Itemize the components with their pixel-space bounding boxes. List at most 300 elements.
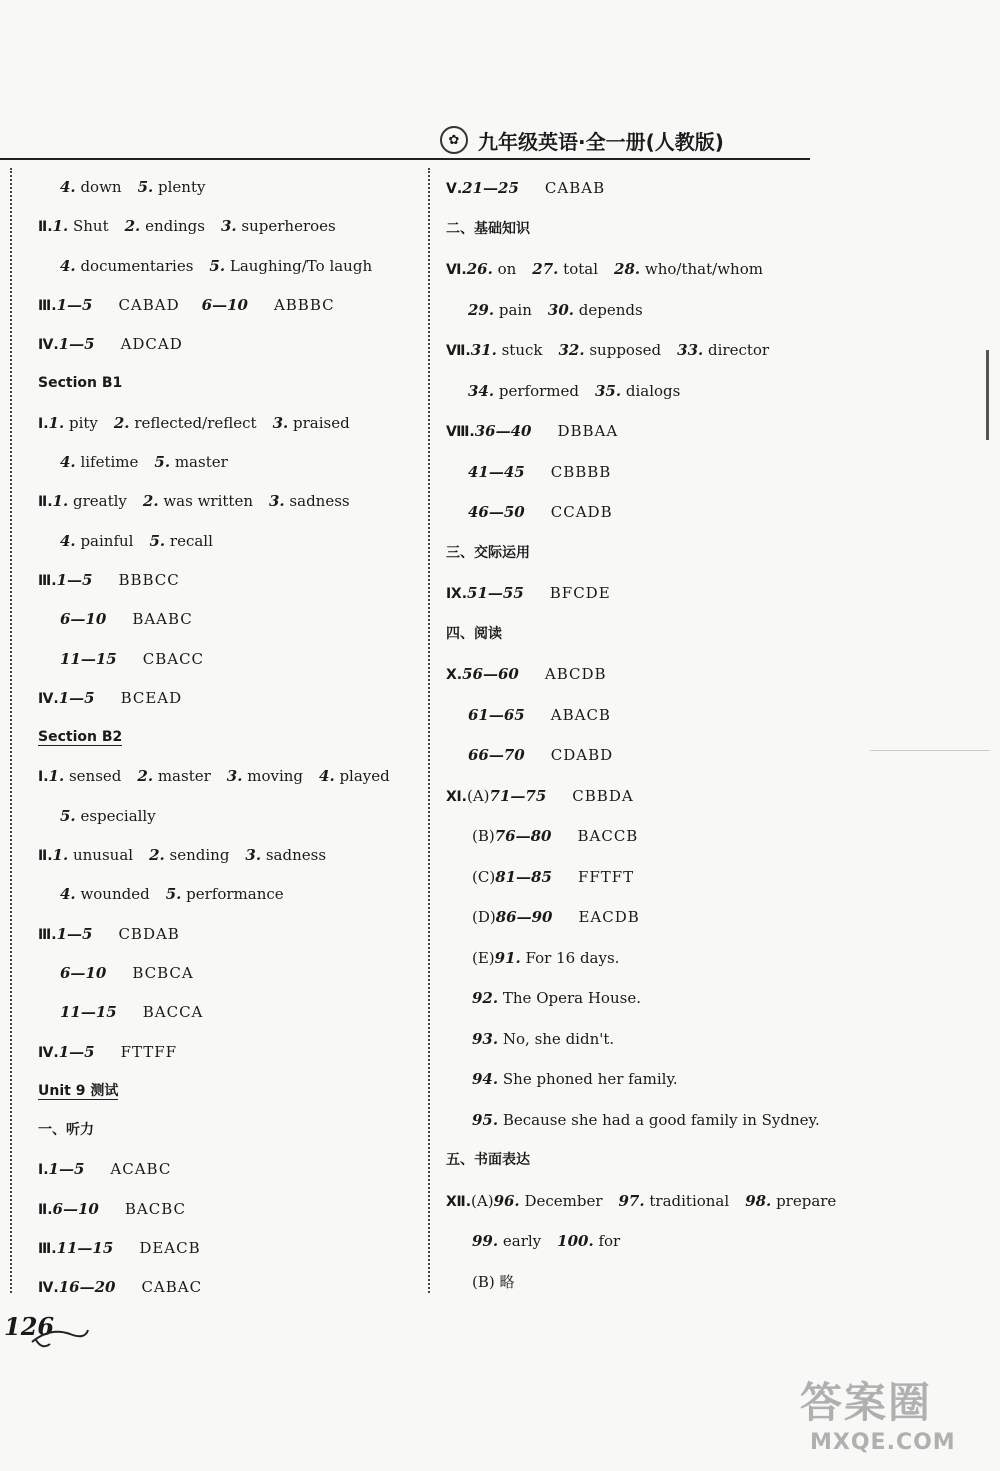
answer-letters: BACBC: [124, 1199, 186, 1218]
answer-item: [60, 178, 122, 196]
answer-group: [60, 964, 194, 982]
question-range: 11—15: [60, 1003, 117, 1022]
answer-letters: CABAC: [141, 1278, 203, 1297]
answer-group: [60, 650, 204, 668]
roman-numeral: Ⅶ.: [446, 343, 471, 359]
answer-group: [468, 503, 613, 521]
answer-item: [472, 989, 641, 1007]
section-heading: [446, 614, 826, 655]
answer-row: [446, 978, 826, 1019]
answer-row: [38, 640, 418, 679]
question-range: 1—5: [58, 688, 95, 707]
scan-line: [870, 750, 990, 751]
question-number: 96.: [493, 1191, 520, 1210]
answer-column-left: [38, 168, 418, 1308]
answer-row: [38, 561, 418, 600]
flower-emblem-icon: ✿: [440, 126, 468, 154]
header-title: 九年级英语·全一册(人教版): [478, 129, 724, 154]
answer-letters: FTTFF: [120, 1042, 178, 1061]
answer-item: [557, 1232, 620, 1250]
answer-letters: CDABD: [550, 746, 614, 764]
answer-item: [53, 217, 109, 235]
answer-text: documentaries: [75, 256, 194, 275]
question-number: 2.: [113, 413, 130, 432]
answer-text: who/that/whom: [640, 260, 763, 278]
answer-item: [472, 1232, 541, 1250]
question-range: 6—10: [60, 610, 107, 629]
answer-row: [446, 776, 826, 817]
roman-numeral: Ⅷ.: [446, 424, 475, 440]
answer-row: [38, 797, 418, 836]
answer-item: [154, 453, 227, 471]
answer-item: [53, 846, 134, 864]
answer-letters: ABCDB: [544, 665, 607, 683]
answer-group: [57, 1239, 201, 1257]
roman-numeral: Ⅸ.: [446, 586, 468, 602]
leaf-swirl-icon: [30, 1322, 90, 1352]
question-range: 16—20: [58, 1278, 116, 1297]
question-number: 27.: [532, 260, 559, 278]
answer-group: [57, 296, 180, 314]
answer-row: [38, 443, 418, 482]
question-range: 81—85: [495, 867, 552, 886]
question-number: 4.: [60, 453, 76, 472]
question-number: 35.: [594, 381, 622, 400]
answer-row: [446, 1262, 826, 1303]
answer-text: performed: [494, 381, 579, 400]
roman-numeral: Ⅱ.: [38, 219, 53, 236]
roman-numeral: Ⅳ.: [38, 1044, 59, 1061]
question-range: 56—60: [462, 665, 519, 683]
question-range: 71—75: [489, 786, 547, 805]
answer-row: [38, 404, 418, 443]
answer-item: [143, 492, 253, 510]
answer-letters: ACABC: [110, 1160, 172, 1179]
answer-letters: FFTFT: [577, 867, 635, 886]
answer-group: [57, 925, 180, 943]
answer-item: [60, 807, 156, 825]
answer-item: [532, 260, 598, 278]
answer-text: master: [153, 767, 211, 786]
question-number: 91.: [494, 948, 521, 967]
question-number: 28.: [614, 260, 641, 278]
answer-item: [495, 1273, 515, 1291]
answer-group: [490, 787, 634, 805]
answer-item: [472, 1111, 820, 1129]
answer-item: [472, 1070, 678, 1088]
roman-numeral: Ⅵ.: [446, 262, 467, 278]
answer-text: pain: [494, 300, 532, 319]
question-range: 11—15: [56, 1239, 114, 1258]
section-heading-text: 四、阅读: [446, 625, 502, 642]
answer-text: down: [75, 178, 122, 196]
section-heading: [38, 1111, 418, 1150]
answer-item: [221, 217, 336, 235]
question-number: 2.: [149, 846, 165, 865]
answer-text: superheroes: [236, 217, 336, 236]
answer-row: [446, 857, 826, 898]
answer-item: [245, 846, 326, 864]
answer-text: plenty: [153, 178, 206, 196]
question-number: 95.: [472, 1110, 499, 1129]
answer-row: [446, 249, 826, 290]
answer-text: painful: [75, 531, 134, 550]
answer-row: [446, 411, 826, 452]
question-number: 2.: [142, 492, 159, 511]
answer-item: [467, 260, 517, 278]
answer-row: [38, 600, 418, 639]
roman-numeral: Ⅲ.: [38, 297, 57, 314]
answer-row: [446, 654, 826, 695]
answer-group: [462, 179, 605, 197]
sub-part-label: (A): [467, 786, 490, 805]
roman-numeral: Ⅰ.: [38, 1162, 49, 1179]
answer-row: [446, 695, 826, 736]
answer-text: stuck: [496, 341, 543, 359]
answer-item: [494, 1192, 603, 1210]
answer-row: [446, 897, 826, 938]
answer-item: [273, 414, 350, 432]
question-range: 1—5: [56, 295, 93, 314]
answer-row: [446, 1221, 826, 1262]
question-number: 5.: [60, 806, 76, 825]
question-range: 46—50: [468, 503, 525, 521]
roman-numeral: Ⅳ.: [38, 690, 59, 707]
answer-letters: BBBCC: [118, 570, 180, 589]
answer-text: lifetime: [75, 453, 139, 472]
answer-row: [38, 954, 418, 993]
answer-row: [38, 679, 418, 718]
answer-item: [60, 453, 138, 471]
answer-group: [59, 689, 182, 707]
answer-letters: CBACC: [142, 649, 205, 668]
answer-text: traditional: [644, 1191, 730, 1210]
answer-text: No, she didn't.: [498, 1029, 615, 1048]
answer-row: [38, 993, 418, 1032]
answer-row: [446, 816, 826, 857]
section-heading: [38, 718, 418, 757]
section-heading: [446, 533, 826, 574]
sub-part-label: (A): [471, 1191, 494, 1210]
answer-text: sending: [164, 846, 230, 865]
answer-group: [495, 868, 634, 886]
question-number: 5.: [209, 256, 226, 275]
answer-row: [38, 875, 418, 914]
question-range: 1—5: [56, 570, 93, 589]
question-number: 92.: [472, 989, 499, 1007]
answer-text: sadness: [261, 846, 327, 865]
sub-part-label: (B): [472, 1272, 495, 1291]
question-range: 76—80: [494, 827, 552, 845]
question-number: 34.: [468, 381, 495, 400]
answer-item: [149, 532, 212, 550]
answer-row: [38, 1150, 418, 1189]
roman-numeral: Ⅹ.: [446, 667, 463, 683]
answer-item: [471, 341, 543, 359]
answer-text: She phoned her family.: [498, 1070, 678, 1088]
question-number: 29.: [468, 300, 495, 319]
answer-letters: BAABC: [132, 610, 193, 629]
answer-item: [149, 846, 229, 864]
answer-row: [446, 371, 826, 412]
answer-text: supposed: [584, 341, 662, 359]
left-border: [10, 168, 12, 1293]
answer-text: director: [703, 341, 770, 359]
answer-item: [114, 414, 257, 432]
section-heading: [38, 364, 418, 403]
roman-numeral: Ⅴ.: [446, 181, 463, 197]
answer-letters: ADCAD: [120, 335, 183, 354]
question-number: 4.: [60, 885, 76, 904]
answer-text: For 16 days.: [520, 948, 620, 967]
answer-row: [38, 1268, 418, 1307]
section-heading-text: 二、基础知识: [446, 220, 530, 237]
question-number: 97.: [618, 1191, 645, 1210]
sub-part-label: (B): [472, 827, 495, 845]
answer-letters: EACDB: [578, 908, 640, 926]
header-rule: [0, 158, 810, 160]
answer-item: [619, 1192, 730, 1210]
answer-letters: BCEAD: [120, 688, 183, 707]
answer-text: depends: [574, 300, 643, 319]
question-number: 5.: [165, 885, 182, 904]
roman-numeral: Ⅺ.: [446, 788, 467, 805]
answer-item: [49, 767, 122, 785]
sub-part-label: (D): [472, 908, 496, 926]
answer-row: [446, 735, 826, 776]
answer-text: December: [519, 1191, 603, 1210]
answer-item: [53, 492, 127, 510]
answer-row: [446, 1059, 826, 1100]
answer-row: [446, 1100, 826, 1141]
answer-row: [38, 286, 418, 325]
roman-numeral: Ⅳ.: [38, 1280, 59, 1297]
answer-row: [38, 836, 418, 875]
roman-numeral: Ⅰ.: [38, 769, 49, 786]
answer-letters: BACCA: [142, 1003, 204, 1022]
question-number: 1.: [48, 767, 65, 786]
roman-numeral: Ⅰ.: [38, 415, 49, 432]
question-number: 100.: [557, 1232, 594, 1250]
answer-item: [495, 949, 620, 967]
answer-letters: BFCDE: [549, 584, 611, 602]
question-range: 61—65: [468, 705, 525, 724]
section-heading-text: Section B2: [38, 729, 123, 746]
roman-numeral: Ⅳ.: [38, 337, 59, 354]
answer-row: [446, 290, 826, 331]
question-number: 1.: [52, 492, 69, 511]
question-range: 11—15: [60, 649, 117, 668]
answer-row: [38, 1190, 418, 1229]
answer-row: [38, 325, 418, 364]
answer-letters: ABACB: [550, 705, 611, 724]
answer-group: [59, 1278, 202, 1296]
question-number: 5.: [154, 453, 171, 472]
answer-text: on: [492, 260, 517, 278]
question-range: 1—5: [56, 924, 93, 943]
question-range: 6—10: [201, 295, 248, 314]
roman-numeral: Ⅱ.: [38, 848, 53, 865]
watermark-url: MXQE.COM: [810, 1430, 956, 1455]
watermark: [800, 1370, 980, 1460]
answer-text: wounded: [75, 885, 150, 904]
question-range: 36—40: [474, 422, 532, 440]
answer-item: [319, 767, 390, 785]
question-range: 1—5: [48, 1160, 85, 1179]
question-number: 5.: [137, 178, 154, 196]
answer-item: [468, 301, 532, 319]
roman-numeral: Ⅱ.: [38, 494, 53, 511]
answer-letters: ABBBC: [273, 295, 335, 314]
section-heading-text: 一、听力: [38, 1122, 94, 1139]
answer-row: [446, 938, 826, 979]
question-number: 4.: [60, 256, 76, 275]
answer-text: recall: [165, 531, 213, 550]
question-number: 30.: [547, 300, 574, 319]
answer-item: [209, 257, 372, 275]
answer-row: [446, 168, 826, 209]
answer-row: [38, 522, 418, 561]
question-range: 86—90: [495, 908, 553, 926]
answer-text: Shut: [68, 217, 109, 236]
answer-text: for: [593, 1232, 621, 1250]
question-number: 3.: [226, 767, 243, 786]
answer-item: [49, 414, 98, 432]
question-range: 1—5: [58, 335, 95, 354]
question-number: 32.: [558, 341, 585, 359]
answer-item: [614, 260, 763, 278]
answer-row: [38, 247, 418, 286]
question-range: 66—70: [468, 746, 525, 764]
answer-row: [446, 1019, 826, 1060]
answer-item: [548, 301, 643, 319]
answer-text: performance: [181, 885, 284, 904]
answer-letters: CBBBB: [550, 462, 612, 481]
answer-item: [60, 257, 193, 275]
answer-group: [59, 1043, 177, 1061]
column-divider: [428, 168, 430, 1293]
question-range: 21—25: [462, 179, 519, 197]
answer-letters: CABAD: [118, 295, 180, 314]
section-heading: [38, 1072, 418, 1111]
roman-numeral: Ⅲ.: [38, 926, 57, 943]
answer-row: [38, 915, 418, 954]
answer-group: [495, 827, 639, 845]
answer-letters: CBDAB: [118, 924, 180, 943]
answer-item: [227, 767, 303, 785]
section-heading-text: 三、交际运用: [446, 544, 530, 561]
answer-letters: BACCB: [577, 827, 639, 845]
question-number: 3.: [268, 492, 285, 511]
answer-row: [38, 1033, 418, 1072]
answer-text: endings: [140, 217, 205, 236]
answer-text: reflected/reflect: [129, 413, 257, 432]
answer-row: [38, 482, 418, 521]
answer-item: [125, 217, 205, 235]
question-number: 1.: [52, 217, 69, 236]
answer-item: [745, 1192, 836, 1210]
question-range: 1—5: [58, 1042, 95, 1061]
answer-group: [53, 1200, 186, 1218]
answer-text: prepare: [771, 1191, 837, 1210]
answer-text: total: [558, 260, 599, 278]
answer-group: [468, 463, 611, 481]
question-number: 93.: [472, 1029, 499, 1048]
question-number: 4.: [60, 178, 76, 196]
answer-row: [38, 207, 418, 246]
roman-numeral: Ⅻ.: [446, 1193, 472, 1210]
question-number: 3.: [272, 413, 289, 432]
answer-row: [446, 492, 826, 533]
section-heading: [446, 209, 826, 250]
answer-item: [138, 178, 206, 196]
answer-letters: CBBDA: [572, 786, 634, 805]
answer-column-right: [446, 168, 837, 1302]
scan-edge-mark: [986, 350, 989, 440]
answer-group: [467, 584, 611, 602]
answer-group: [468, 706, 611, 724]
answer-item: [677, 341, 769, 359]
answer-letters: DBBAA: [557, 422, 619, 440]
answer-text: played: [334, 767, 390, 786]
answer-group: [60, 1003, 203, 1021]
answer-group: [468, 746, 613, 764]
roman-numeral: Ⅲ.: [38, 1241, 57, 1258]
answer-group: [49, 1160, 172, 1178]
answer-letters: DEACB: [139, 1239, 201, 1258]
answer-item: [60, 885, 150, 903]
answer-row: [38, 757, 418, 796]
answer-group: [59, 335, 183, 353]
answer-text: sadness: [284, 492, 350, 511]
answer-text: pity: [64, 413, 98, 432]
question-number: 98.: [745, 1191, 772, 1210]
answer-item: [472, 1030, 614, 1048]
answer-letters: BCBCA: [132, 963, 194, 982]
answer-row: [446, 573, 826, 614]
question-number: 2.: [124, 217, 141, 236]
question-number: 3.: [245, 846, 262, 865]
page-number: 126: [4, 1312, 55, 1341]
question-number: 4.: [60, 531, 76, 550]
page-header: [440, 122, 810, 158]
answer-letters: CCADB: [550, 503, 613, 521]
sub-part-label: (C): [472, 867, 496, 886]
answer-letters: CABAB: [544, 179, 606, 197]
question-number: 1.: [52, 846, 69, 865]
sub-part-label: (E): [472, 948, 495, 967]
answer-group: [202, 296, 335, 314]
answer-text: unusual: [68, 846, 134, 865]
question-range: 6—10: [52, 1199, 99, 1218]
answer-row: [446, 452, 826, 493]
answer-item: [269, 492, 350, 510]
answer-group: [496, 908, 640, 926]
answer-text: was written: [158, 492, 253, 511]
question-range: 51—55: [467, 584, 524, 602]
question-number: 94.: [472, 1070, 499, 1088]
section-heading-text: Section B1: [38, 375, 123, 392]
question-number: 1.: [48, 413, 65, 432]
answer-row: [446, 1181, 837, 1222]
answer-text: especially: [75, 806, 156, 825]
answer-text: master: [170, 453, 228, 472]
answer-text: Because she had a good family in Sydney.: [498, 1110, 820, 1129]
answer-text: sensed: [64, 767, 122, 786]
answer-text: Laughing/To laugh: [225, 256, 373, 275]
question-number: 5.: [149, 531, 166, 550]
question-number: 3.: [220, 217, 237, 236]
